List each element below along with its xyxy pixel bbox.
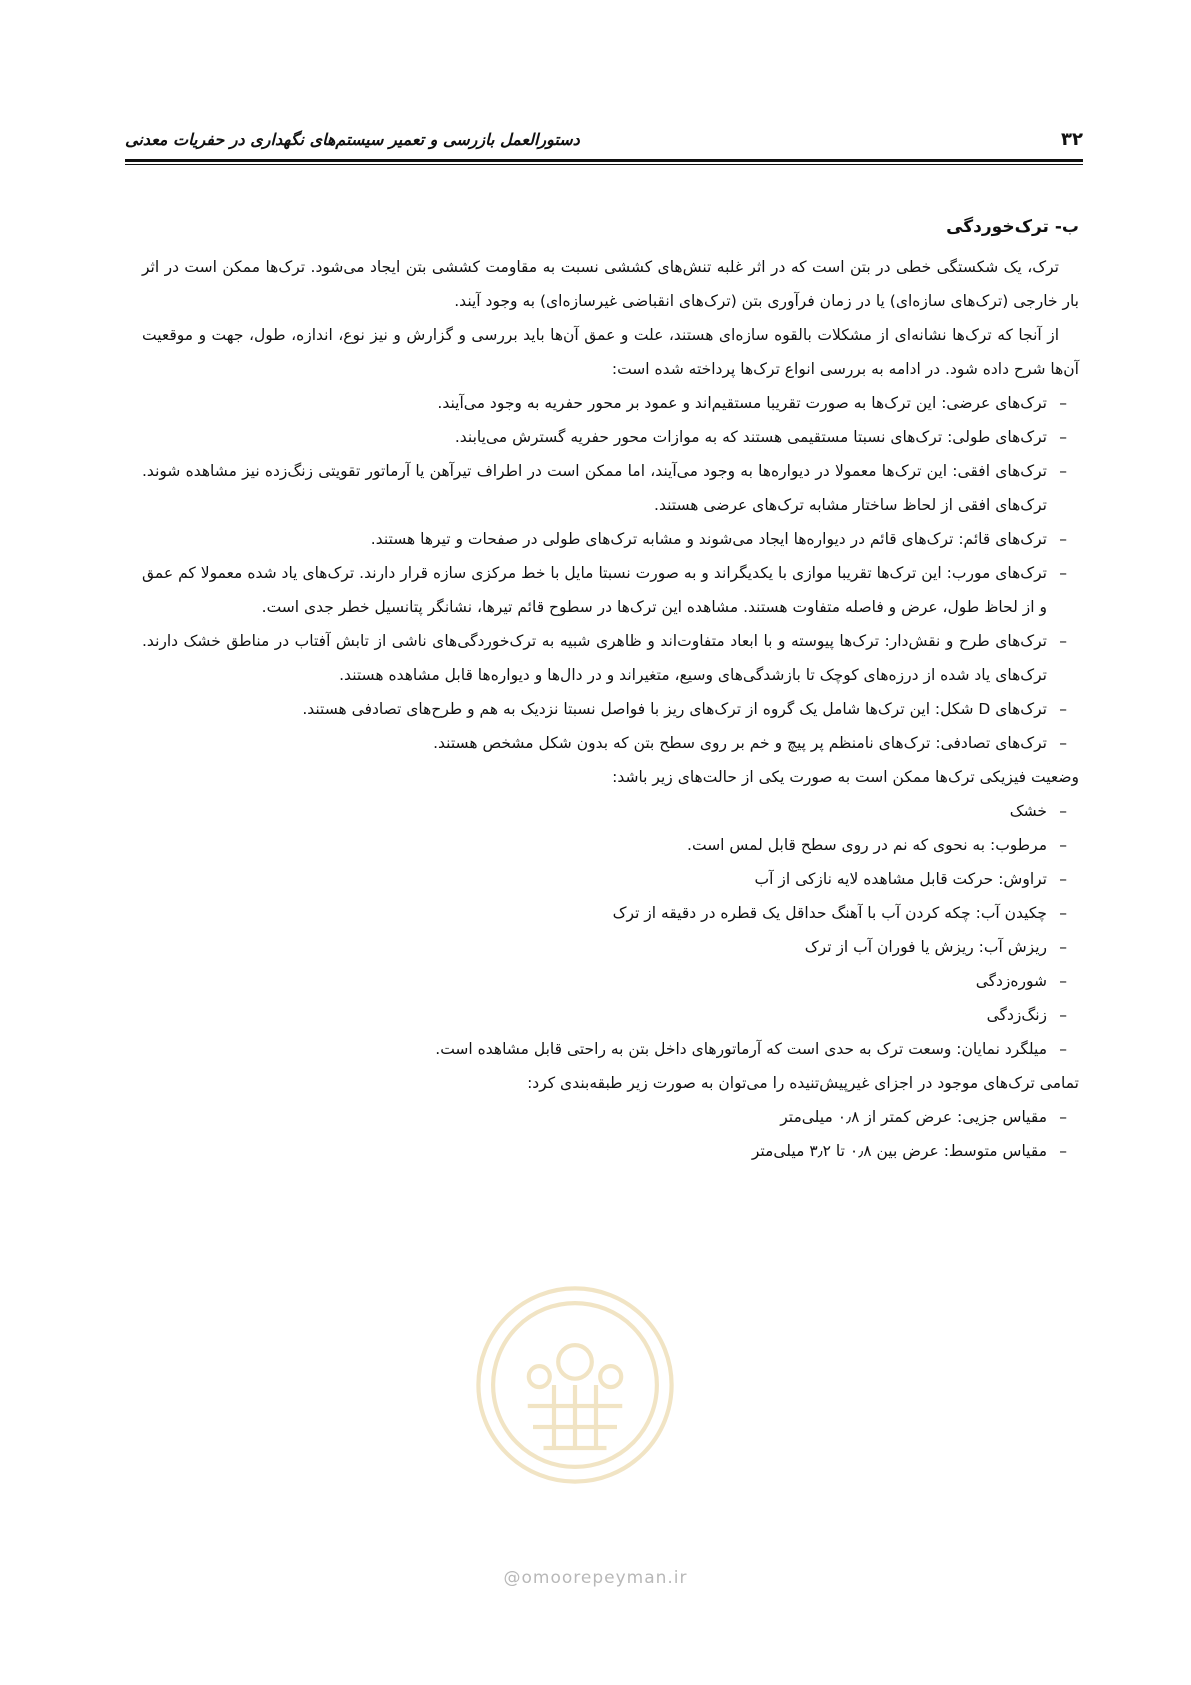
list-item: – ترک‌های طولی: ترک‌های نسبتا مستقیمی هستند که به موازات محور حفریه گسترش می‌یابند. bbox=[142, 420, 1079, 454]
list-item: – ترک‌های افقی: این ترک‌ها معمولا در دیواره‌ها به وجود می‌آیند، اما ممکن است در اطراف تیرآهن یا آرماتور تقویتی زنگ‌زده نیز مشاهده شوند. ترک‌های افقی از لحاظ ساختار مشابه ترک‌های عرضی هستند. bbox=[142, 454, 1079, 522]
section-title: ب- ترک‌خوردگی bbox=[946, 217, 1079, 237]
list-item: – خشک bbox=[142, 794, 1079, 828]
page-header bbox=[125, 124, 1083, 154]
list-item: – ریزش آب: ریزش یا فوران آب از ترک bbox=[142, 930, 1079, 964]
list-item: – ترک‌های تصادفی: ترک‌های نامنظم پر پیچ و خم بر روی سطح بتن که بدون شکل مشخص هستند. bbox=[142, 726, 1079, 760]
list-item: – مقیاس متوسط: عرض بین ۰٫۸ تا ۳٫۲ میلی‌متر bbox=[142, 1134, 1079, 1168]
header-rule bbox=[125, 159, 1083, 164]
list-item: – مقیاس جزیی: عرض کمتر از ۰٫۸ میلی‌متر bbox=[142, 1100, 1079, 1134]
page-number: ۳۲ bbox=[1061, 128, 1083, 150]
list-item: – ترک‌های D شکل: این ترک‌ها شامل یک گروه از ترک‌های ریز با فواصل نسبتا نزدیک به هم و طرح‌های تصادفی هستند. bbox=[142, 692, 1079, 726]
list-item: – شوره‌زدگی bbox=[142, 964, 1079, 998]
list-item: – ترک‌های طرح و نقش‌دار: ترک‌ها پیوسته و با ابعاد متفاوت‌اند و ظاهری شبیه به ترک‌خوردگی‌های ناشی از تابش آفتاب در مناطق خشک دارند. ترک‌های یاد شده از درزه‌های کوچک تا بازشدگی‌های وسیع، متغیراند و در دال‌ها و دیواره‌ها قابل مشاهده هستند. bbox=[142, 624, 1079, 692]
footer-watermark bbox=[0, 1568, 1191, 1588]
crack-types-list bbox=[142, 386, 1079, 760]
main-content bbox=[142, 210, 1079, 1168]
list-item: – ترک‌های مورب: این ترک‌ها تقریبا موازی با یکدیگراند و به صورت نسبتا مایل با خط مرکزی سازه قرار دارند. ترک‌های یاد شده معمولا کم عمق و از لحاظ طول، عرض و فاصله متفاوت هستند. مشاهده این ترک‌ها در سطوح قائم تیرها، نشانگر پتانسیل خطر جدی است. bbox=[142, 556, 1079, 624]
list-item: – زنگ‌زدگی bbox=[142, 998, 1079, 1032]
running-title: دستورالعمل بازرسی و تعمیر سیستم‌های نگهداری در حفریات معدنی bbox=[125, 129, 580, 149]
list-item: – تراوش: حرکت قابل مشاهده لایه نازکی از آب bbox=[142, 862, 1079, 896]
list-item: – چکیدن آب: چکه کردن آب با آهنگ حداقل یک قطره در دقیقه از ترک bbox=[142, 896, 1079, 930]
list-item: – ترک‌های عرضی: این ترک‌ها به صورت تقریبا مستقیم‌اند و عمود بر محور حفریه به وجود می‌آیند. bbox=[142, 386, 1079, 420]
seal-watermark-icon bbox=[470, 1280, 680, 1490]
list-item: – مرطوب: به نحوی که نم در روی سطح قابل لمس است. bbox=[142, 828, 1079, 862]
classification-intro: تمامی ترک‌های موجود در اجزای غیرپیش‌تنیده را می‌توان به صورت زیر طبقه‌بندی کرد: bbox=[527, 1074, 1079, 1092]
intro-paragraph-1: ترک، یک شکستگی خطی در بتن است که در اثر غلبه تنش‌های کششی نسبت به مقاومت کششی بتن ایجاد می‌شود. ترک‌ها ممکن است در اثر بار خارجی (ترک‌های سازه‌ای) یا در زمان فرآوری بتن (ترک‌های انقباضی غیرسازه‌ای) به وجود آیند. bbox=[142, 258, 1079, 310]
list-item: – میلگرد نمایان: وسعت ترک به حدی است که آرماتورهای داخل بتن به راحتی قابل مشاهده است. bbox=[142, 1032, 1079, 1066]
physical-states-list bbox=[142, 794, 1079, 1066]
watermark-site: omoorepeyman.ir bbox=[521, 1568, 688, 1588]
at-icon: @ bbox=[503, 1568, 522, 1588]
intro-paragraph-2: از آنجا که ترک‌ها نشانه‌ای از مشکلات بالقوه سازه‌ای هستند، علت و عمق آن‌ها باید بررسی و گزارش و نیز نوع، اندازه، طول، جهت و موقعیت آن‌ها شرح داده شود. در ادامه به بررسی انواع ترک‌ها پرداخته شده است: bbox=[142, 326, 1079, 378]
physical-intro: وضعیت فیزیکی ترک‌ها ممکن است به صورت یکی از حالت‌های زیر باشد: bbox=[612, 768, 1079, 786]
classification-list bbox=[142, 1100, 1079, 1168]
list-item: – ترک‌های قائم: ترک‌های قائم در دیواره‌ها ایجاد می‌شوند و مشابه ترک‌های طولی در صفحات و تیرها هستند. bbox=[142, 522, 1079, 556]
